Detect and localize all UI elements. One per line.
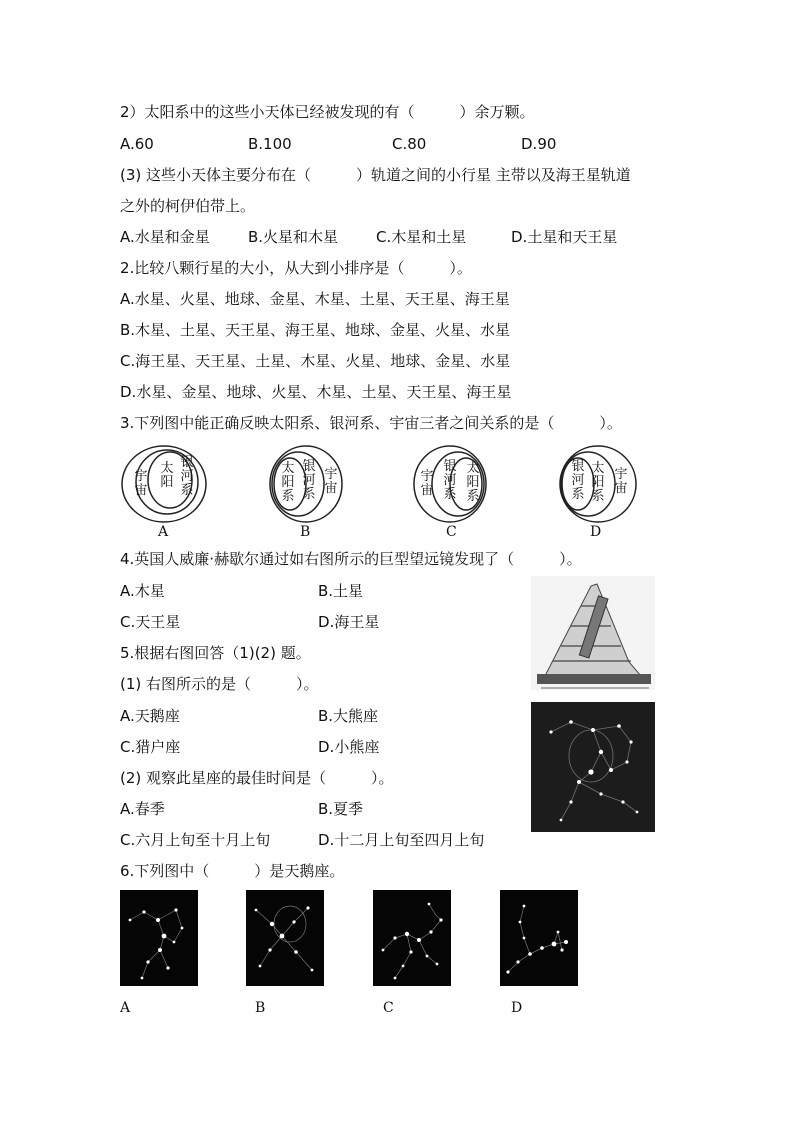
constellation-label-c: C: [383, 1000, 394, 1016]
q1-3-stem-line1: (3) 这些小天体主要分布在（ ）轨道之间的小行星 主带以及海王星轨道: [120, 166, 631, 184]
q4-stem: 4.英国人威廉·赫歇尔通过如右图所示的巨型望远镜发现了（ ）。: [120, 550, 582, 568]
venn-d-middle-label: 太阳系: [591, 461, 605, 504]
venn-a-outer-label: 宇宙: [134, 469, 148, 498]
venn-b-middle-label: 银河系: [302, 459, 316, 502]
constellation-photo: [531, 702, 655, 832]
q2-option-c: C.海王星、天王星、土星、木星、火星、地球、金星、水星: [120, 352, 511, 370]
venn-a-middle-label: 太阳: [160, 461, 174, 490]
venn-c-inner-label: 太阳系: [466, 461, 480, 504]
venn-diagram-d: [556, 444, 656, 540]
q1-2-option-c: C.80: [392, 135, 427, 153]
q1-2-option-d: D.90: [521, 135, 557, 153]
venn-c-outer-label: 宇宙: [420, 469, 434, 498]
q2-option-a: A.水星、火星、地球、金星、木星、土星、天王星、海王星: [120, 290, 510, 308]
constellation-label-b: B: [255, 1000, 266, 1016]
q6-stem: 6.下列图中（ ）是天鹅座。: [120, 862, 345, 880]
q2-option-b: B.木星、土星、天王星、海王星、地球、金星、火星、水星: [120, 321, 511, 339]
q5-sub2-option-b: B.夏季: [318, 800, 364, 818]
q4-option-c: C.天王星: [120, 613, 181, 631]
venn-b-inner-label: 太阳系: [281, 461, 295, 504]
venn-diagram-b: [266, 444, 366, 540]
constellation-option-b-image: [246, 890, 324, 986]
constellation-label-a: A: [120, 1000, 131, 1016]
q1-3-option-c: C.木星和土星: [376, 228, 467, 246]
venn-b-letter: B: [300, 524, 311, 540]
venn-diagram-c: [410, 444, 510, 540]
q1-2-stem: 2）太阳系中的这些小天体已经被发现的有（ ）余万颗。: [120, 103, 535, 121]
q5-sub2-stem: (2) 观察此星座的最佳时间是（ ）。: [120, 769, 394, 787]
q5-sub2-option-d: D.十二月上旬至四月上旬: [318, 831, 485, 849]
q5-sub1-option-d: D.小熊座: [318, 738, 380, 756]
q5-sub2-option-a: A.春季: [120, 800, 165, 818]
venn-c-middle-label: 银河系: [443, 459, 457, 502]
venn-d-outer-label: 宇宙: [614, 467, 628, 496]
q2-option-d: D.水星、金星、地球、火星、木星、土星、天王星、海王星: [120, 383, 512, 401]
q3-stem: 3.下列图中能正确反映太阳系、银河系、宇宙三者之间关系的是（ ）。: [120, 414, 622, 432]
q5-sub1-option-b: B.大熊座: [318, 707, 379, 725]
q1-2-option-a: A.60: [120, 135, 154, 153]
constellation-option-c-image: [373, 890, 451, 986]
q1-3-option-d: D.土星和天王星: [511, 228, 618, 246]
q5-stem: 5.根据右图回答（1)(2) 题。: [120, 644, 311, 662]
constellation-option-a-image: [120, 890, 198, 986]
venn-a-inner-label: 银河系: [180, 455, 194, 498]
venn-d-inner-label: 银河系: [571, 459, 585, 502]
q4-option-d: D.海王星: [318, 613, 380, 631]
q5-sub2-option-c: C.六月上旬至十月上旬: [120, 831, 271, 849]
q5-sub1-option-c: C.猎户座: [120, 738, 181, 756]
q2-stem: 2.比较八颗行星的大小，从大到小排序是（ ）。: [120, 259, 472, 277]
q1-3-option-a: A.水星和金星: [120, 228, 210, 246]
venn-c-letter: C: [446, 524, 457, 540]
q1-2-option-b: B.100: [248, 135, 292, 153]
q1-3-option-b: B.火星和木星: [248, 228, 339, 246]
constellation-option-d-image: [500, 890, 578, 986]
q5-sub1-stem: (1) 右图所示的是（ ）。: [120, 675, 319, 693]
venn-b-outer-label: 宇宙: [324, 467, 338, 496]
venn-a-letter: A: [158, 524, 169, 540]
q1-3-stem-line2: 之外的柯伊伯带上。: [120, 197, 256, 215]
constellation-label-d: D: [511, 1000, 523, 1016]
venn-d-letter: D: [590, 524, 602, 540]
q4-option-a: A.木星: [120, 582, 165, 600]
q4-option-b: B.土星: [318, 582, 364, 600]
venn-diagram-a: [120, 444, 220, 540]
q5-sub1-option-a: A.天鹅座: [120, 707, 180, 725]
herschel-telescope-image: [531, 576, 655, 690]
